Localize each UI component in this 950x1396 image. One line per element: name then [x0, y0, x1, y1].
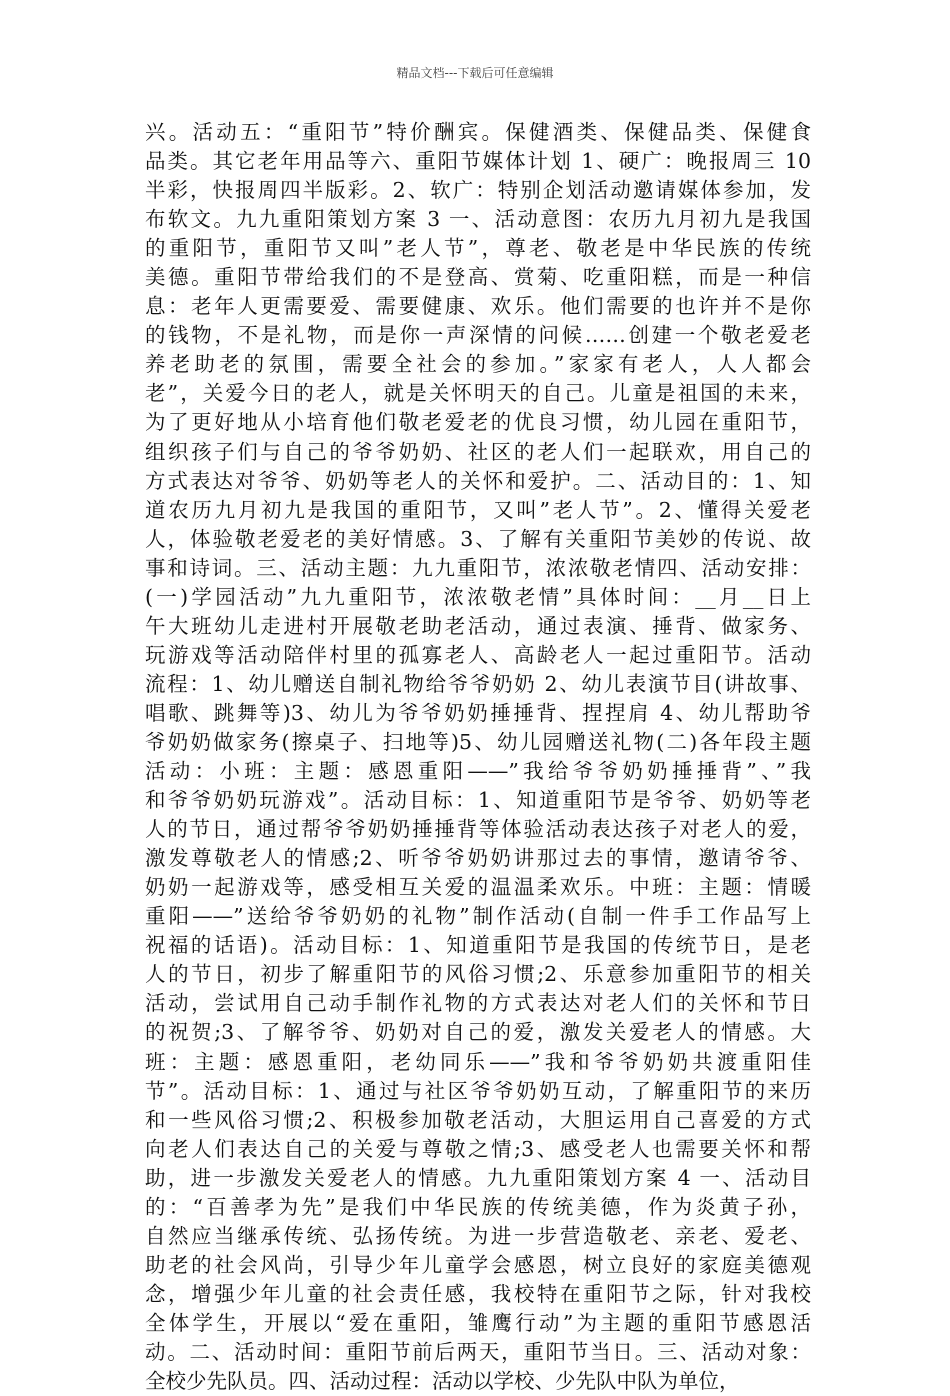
text-line: 全体学生，开展以“爱在重阳，雏鹰行动”为主题的重阳节感恩活 — [145, 1310, 811, 1335]
text-line: 念，增强少年儿童的社会责任感，我校特在重阳节之际，针对我校 — [145, 1281, 811, 1306]
text-line: 的祝贺;3、了解爷爷、奶奶对自己的爱，激发关爱老人的情感。大 — [145, 1020, 811, 1045]
text-line: 向老人们表达自己的关爱与尊敬之情;3、感受老人也需要关怀和帮 — [145, 1136, 811, 1161]
text-line: 班：主题：感恩重阳，老幼同乐——”我和爷爷奶奶共渡重阳佳 — [145, 1049, 811, 1074]
text-line: 和一些风俗习惯;2、积极参加敬老活动，大胆运用自己喜爱的方式 — [145, 1107, 811, 1132]
text-line: 事和诗词。三、活动主题：九九重阳节，浓浓敬老情四、活动安排： — [145, 555, 811, 580]
page-header: 精品文档---下载后可任意编辑 — [396, 66, 554, 80]
text-line: 为了更好地从小培育他们敬老爱老的优良习惯，幼儿园在重阳节， — [145, 410, 811, 435]
text-line: 活动，尝试用自己动手制作礼物的方式表达对老人们的关怀和节日 — [145, 991, 811, 1016]
text-line: 流程：1、幼儿赠送自制礼物给爷爷奶奶 2、幼儿表演节目(讲故事、 — [145, 671, 811, 696]
text-line: 午大班幼儿走进村开展敬老助老活动，通过表演、捶背、做家务、 — [145, 613, 811, 638]
text-line: 人的节日，通过帮爷爷奶奶捶捶背等体验活动表达孩子对老人的爱， — [145, 817, 811, 842]
text-line: 美德。重阳节带给我们的不是登高、赏菊、吃重阳糕，而是一种信 — [145, 265, 811, 290]
text-line: 玩游戏等活动陪伴村里的孤寡老人、高龄老人一起过重阳节。活动 — [145, 642, 811, 667]
text-line: 唱歌、跳舞等)3、幼儿为爷爷奶奶捶捶背、捏捏肩 4、幼儿帮助爷 — [145, 700, 811, 725]
text-line: 祝福的话语)。活动目标：1、知道重阳节是我国的传统节日，是老 — [145, 933, 811, 958]
text-line: 动。二、活动时间：重阳节前后两天，重阳节当日。三、活动对象： — [145, 1339, 811, 1364]
text-line: 激发尊敬老人的情感;2、听爷爷奶奶讲那过去的事情，邀请爷爷、 — [145, 846, 811, 871]
text-line: 养老助老的氛围，需要全社会的参加。”家家有老人，人人都会 — [145, 352, 811, 377]
document-body — [145, 118, 811, 1396]
text-line: 布软文。九九重阳策划方案 3 一、活动意图：农历九月初九是我国 — [145, 207, 811, 232]
text-line: 助，进一步激发关爱老人的情感。九九重阳策划方案 4 一、活动目 — [145, 1165, 811, 1190]
text-line: 节”。活动目标：1、通过与社区爷爷奶奶互动，了解重阳节的来历 — [145, 1078, 811, 1103]
text-line: 活动：小班：主题：感恩重阳——”我给爷爷奶奶捶捶背”、”我 — [145, 759, 811, 784]
text-line: 的重阳节，重阳节又叫”老人节”，尊老、敬老是中华民族的传统 — [145, 236, 811, 261]
text-line: 方式表达对爷爷、奶奶等老人的关怀和爱护。二、活动目的：1、知 — [145, 468, 811, 493]
text-line: 半彩，快报周四半版彩。2、软广：特别企划活动邀请媒体参加，发 — [145, 178, 811, 203]
text-line: 和爷爷奶奶玩游戏”。活动目标：1、知道重阳节是爷爷、奶奶等老 — [145, 788, 811, 813]
text-line: 助老的社会风尚，引导少年儿童学会感恩，树立良好的家庭美德观 — [145, 1252, 811, 1277]
text-line: 兴。活动五：“重阳节”特价酬宾。保健酒类、保健品类、保健食 — [145, 120, 811, 144]
text-line: 人，体验敬老爱老的美好情感。3、了解有关重阳节美妙的传说、故 — [145, 526, 811, 551]
text-line: 自然应当继承传统、弘扬传统。为进一步营造敬老、亲老、爱老、 — [145, 1223, 811, 1248]
text-line: 老”，关爱今日的老人，就是关怀明天的自己。儿童是祖国的未来， — [145, 381, 811, 406]
text-line: 道农历九月初九是我国的重阳节，又叫”老人节”。2、懂得关爱老 — [145, 497, 811, 522]
text-line: (一)学园活动”九九重阳节，浓浓敬老情”具体时间：__月__日上 — [145, 584, 811, 609]
text-line: 的钱物，不是礼物，而是你一声深情的问候……创建一个敬老爱老 — [145, 323, 811, 348]
text-line: 奶奶一起游戏等，感受相互关爱的温温柔欢乐。中班：主题：情暖 — [145, 875, 811, 900]
text-line: 息：老年人更需要爱、需要健康、欢乐。他们需要的也许并不是你 — [145, 294, 811, 319]
text-line: 爷奶奶做家务(擦桌子、扫地等)5、幼儿园赠送礼物(二)各年段主题 — [145, 729, 811, 754]
text-line: 的：“百善孝为先”是我们中华民族的传统美德，作为炎黄子孙， — [145, 1194, 811, 1219]
text-line: 组织孩子们与自己的爷爷奶奶、社区的老人们一起联欢，用自己的 — [145, 439, 811, 464]
text-line: 重阳——”送给爷爷奶奶的礼物”制作活动(自制一件手工作品写上 — [145, 904, 811, 929]
text-line: 全校少先队员。四、活动过程：活动以学校、少先队中队为单位， — [145, 1369, 740, 1394]
text-line: 品类。其它老年用品等六、重阳节媒体计划 1、硬广：晚报周三 10 — [145, 149, 811, 174]
text-line: 人的节日，初步了解重阳节的风俗习惯;2、乐意参加重阳节的相关 — [145, 962, 811, 987]
